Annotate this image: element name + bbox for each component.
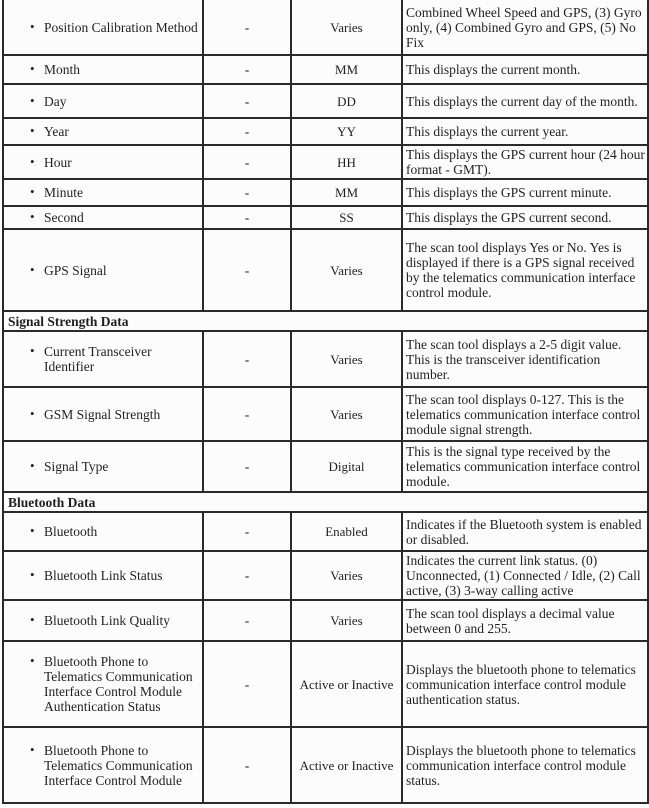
value-cell: HH [291,145,402,179]
parameter-cell [3,84,203,118]
section-header-row [3,311,648,331]
table-row [3,441,648,492]
value-cell: SS [291,206,402,229]
table-row [3,512,648,551]
bullet-icon: • [30,61,35,76]
parameter-name: Minute [44,185,83,200]
parameter-cell [3,512,203,551]
dash-cell: - [203,55,291,84]
value-cell: YY [291,118,402,145]
parameter-cell [3,727,203,803]
description-cell: The scan tool displays 0-127. This is the telematics communication interface control module signal strength. [402,387,648,441]
parameter-name: Current Transceiver Identifier [44,344,152,374]
bullet-icon: • [30,343,35,358]
parameter-name: Signal Type [44,459,109,474]
dash-cell: - [203,229,291,311]
value-cell: Enabled [291,512,402,551]
description-cell: Indicates the current link status. (0) Unconnected, (1) Connected / Idle, (2) Call active, (3) 3-way calling active [402,551,648,600]
dash-cell: - [203,206,291,229]
parameter-cell [3,55,203,84]
parameter-name: Second [44,210,84,225]
dash-cell: - [203,600,291,641]
bullet-icon: • [30,523,35,538]
dash-cell: - [203,84,291,118]
parameter-name: Bluetooth Phone to Telematics Communication Interface Control Module Authentication Status [44,654,193,714]
dash-cell: - [203,551,291,600]
value-cell: Varies [291,387,402,441]
description-cell: The scan tool displays Yes or No. Yes is displayed if there is a GPS signal received by the telematics communication interface control module. [402,229,648,311]
description-cell: This displays the GPS current minute. [402,179,648,206]
parameter-cell [3,600,203,641]
parameter-cell [3,118,203,145]
parameter-name: Position Calibration Method [44,19,198,35]
value-cell: Varies [291,331,402,387]
dash-cell: - [203,179,291,206]
parameter-cell [3,387,203,441]
value-cell: MM [291,179,402,206]
bullet-icon: • [30,123,35,138]
dash-cell: - [203,641,291,727]
value-cell: MM [291,55,402,84]
bullet-icon: • [30,153,35,169]
value-cell: DD [291,84,402,118]
parameter-cell [3,229,203,311]
dash-cell: - [203,118,291,145]
bullet-icon: • [30,184,35,199]
bullet-icon: • [30,405,35,421]
value-cell: Varies [291,229,402,311]
table-row [3,0,648,55]
bullet-icon: • [30,18,35,34]
value-cell: Active or Inactive [291,727,402,803]
bullet-icon: • [30,567,35,582]
table-row [3,84,648,118]
parameter-name: Year [44,124,69,139]
parameter-cell [3,206,203,229]
description-cell: Indicates if the Bluetooth system is enabled or disabled. [402,512,648,551]
section-header-row [3,492,648,512]
bullet-icon: • [30,741,35,757]
table-row [3,387,648,441]
table-row [3,55,648,84]
parameter-cell [3,551,203,600]
parameter-cell [3,145,203,179]
table-row [3,145,648,179]
description-cell: Displays the bluetooth phone to telematics communication interface control module status. [402,727,648,803]
section-title: Signal Strength Data [3,311,648,331]
bullet-icon: • [30,209,35,224]
parameter-cell [3,641,203,727]
description-cell: This displays the current day of the month. [402,84,648,118]
bullet-icon: • [30,92,35,108]
parameter-name: GPS Signal [44,262,107,278]
value-cell: Digital [291,441,402,492]
parameter-name: Bluetooth Link Quality [44,613,170,628]
bullet-icon: • [30,261,35,277]
parameter-name: Bluetooth Link Status [44,568,163,583]
description-cell: Displays the bluetooth phone to telematics communication interface control module authentication status. [402,641,648,727]
description-cell: The scan tool displays a decimal value between 0 and 255. [402,600,648,641]
table-row [3,206,648,229]
parameter-cell [3,441,203,492]
dash-cell: - [203,512,291,551]
parameter-name: GSM Signal Strength [44,406,161,422]
bullet-icon: • [30,653,35,668]
value-cell: Active or Inactive [291,641,402,727]
description-cell: This displays the current year. [402,118,648,145]
parameter-name: Hour [44,154,72,170]
parameter-name: Bluetooth [44,524,98,539]
description-cell: This displays the GPS current hour (24 hour format - GMT). [402,145,648,179]
parameter-name: Bluetooth Phone to Telematics Communication Interface Control Module [44,742,193,788]
table-row [3,641,648,727]
telematics-parameter-table [2,0,649,804]
dash-cell: - [203,145,291,179]
table-row [3,331,648,387]
bullet-icon: • [30,458,35,473]
parameter-cell [3,0,203,55]
dash-cell: - [203,387,291,441]
dash-cell: - [203,441,291,492]
table-row [3,179,648,206]
description-cell: This displays the GPS current second. [402,206,648,229]
table-row [3,229,648,311]
table-row [3,727,648,803]
value-cell: Varies [291,0,402,55]
table-row [3,118,648,145]
value-cell: Varies [291,600,402,641]
parameter-cell [3,179,203,206]
dash-cell: - [203,0,291,55]
parameter-name: Day [44,93,67,109]
section-title: Bluetooth Data [3,492,648,512]
table-row [3,551,648,600]
dash-cell: - [203,331,291,387]
table-row [3,600,648,641]
description-cell: This displays the current month. [402,55,648,84]
dash-cell: - [203,727,291,803]
description-cell: This is the signal type received by the telematics communication interface control module. [402,441,648,492]
description-cell: The scan tool displays a 2-5 digit value. This is the transceiver identification number. [402,331,648,387]
bullet-icon: • [30,612,35,627]
value-cell: Varies [291,551,402,600]
parameter-cell [3,331,203,387]
parameter-name: Month [44,62,81,77]
description-cell: Combined Wheel Speed and GPS, (3) Gyro only, (4) Combined Gyro and GPS, (5) No Fix [402,0,648,55]
